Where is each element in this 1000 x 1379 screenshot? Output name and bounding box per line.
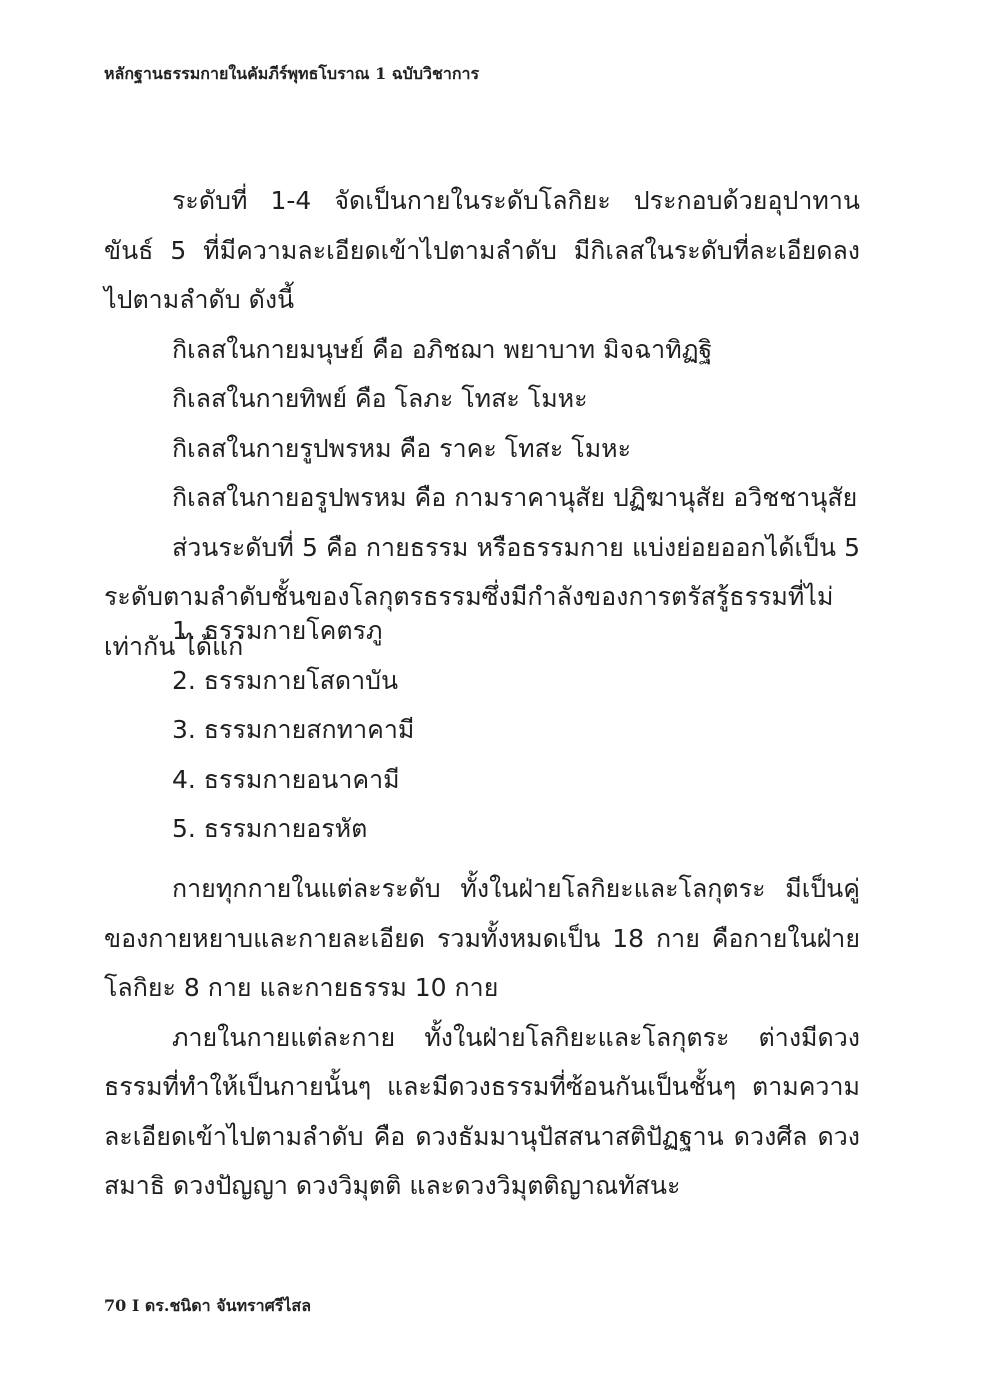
- paragraph-levels-1-4: ระดับที่ 1-4 จัดเป็นกายในระดับโลกิยะ ประกอบด้วยอุปาทานขันธ์ 5 ที่มีความละเอียดเข้าไปตามลำดับ มีกิเลสในระดับที่ละเอียดลงไปตามลำดับ ดังนี้: [104, 186, 860, 314]
- page-footer: 70 I ดร.ชนิดา จันทราศรีไสล: [104, 1296, 311, 1315]
- list-item: 5. ธรรมกายอรหัต: [172, 814, 368, 843]
- paragraph-dhamma-spheres: ภายในกายแต่ละกาย ทั้งในฝ่ายโลกิยะและโลกุตระ ต่างมีดวงธรรมที่ทำให้เป็นกายนั้นๆ และมีดวงธรรมที่ซ้อนกันเป็นชั้นๆ ตามความละเอียดเข้าไปตามลำดับ คือ ดวงธัมมานุปัสสนาสติปัฏฐาน ดวงศีล ดวงสมาธิ ดวงปัญญา ดวงวิมุตติ และดวงวิมุตติญาณทัสนะ: [104, 1022, 860, 1200]
- list-item: 1. ธรรมกายโคตรภู: [172, 616, 383, 645]
- page-body: [104, 176, 860, 671]
- kilesa-arupa-brahma: กิเลสในกายอรูปพรหม คือ กามราคานุสัย ปฏิฆานุสัย อวิชชานุสัย: [172, 483, 858, 512]
- list-item: 2. ธรรมกายโสดาบัน: [172, 665, 399, 695]
- list-item: 3. ธรรมกายสกทาคามี: [172, 715, 415, 744]
- page-body-lower: [104, 864, 860, 1211]
- paragraph-pairs: กายทุกกายในแต่ละระดับ ทั้งในฝ่ายโลกิยะและโลกุตระ มีเป็นคู่ของกายหยาบและกายละเอียด รวมทั้งหมดเป็น 18 กาย คือกายในฝ่ายโลกิยะ 8 กาย และกายธรรม 10 กาย: [104, 874, 860, 1002]
- paragraph-level-5: ส่วนระดับที่ 5 คือ กายธรรม หรือธรรมกาย แบ่งย่อยออกได้เป็น 5 ระดับตามลำดับชั้นของโลกุตรธรรมซึ่งมีกำลังของการตรัสรู้ธรรมที่ไม่เท่ากัน ได้แก่: [104, 532, 860, 661]
- running-header: หลักฐานธรรมกายในคัมภีร์พุทธโบราณ 1 ฉบับวิชาการ: [104, 64, 480, 83]
- kilesa-human: กิเลสในกายมนุษย์ คือ อภิชฌา พยาบาท มิจฉาทิฏฐิ: [172, 334, 713, 364]
- list-item: 4. ธรรมกายอนาคามี: [172, 764, 400, 794]
- kilesa-rupa-brahma: กิเลสในกายรูปพรหม คือ ราคะ โทสะ โมหะ: [172, 433, 632, 463]
- dhammakaya-list: [104, 606, 860, 854]
- kilesa-deva: กิเลสในกายทิพย์ คือ โลภะ โทสะ โมหะ: [172, 384, 588, 413]
